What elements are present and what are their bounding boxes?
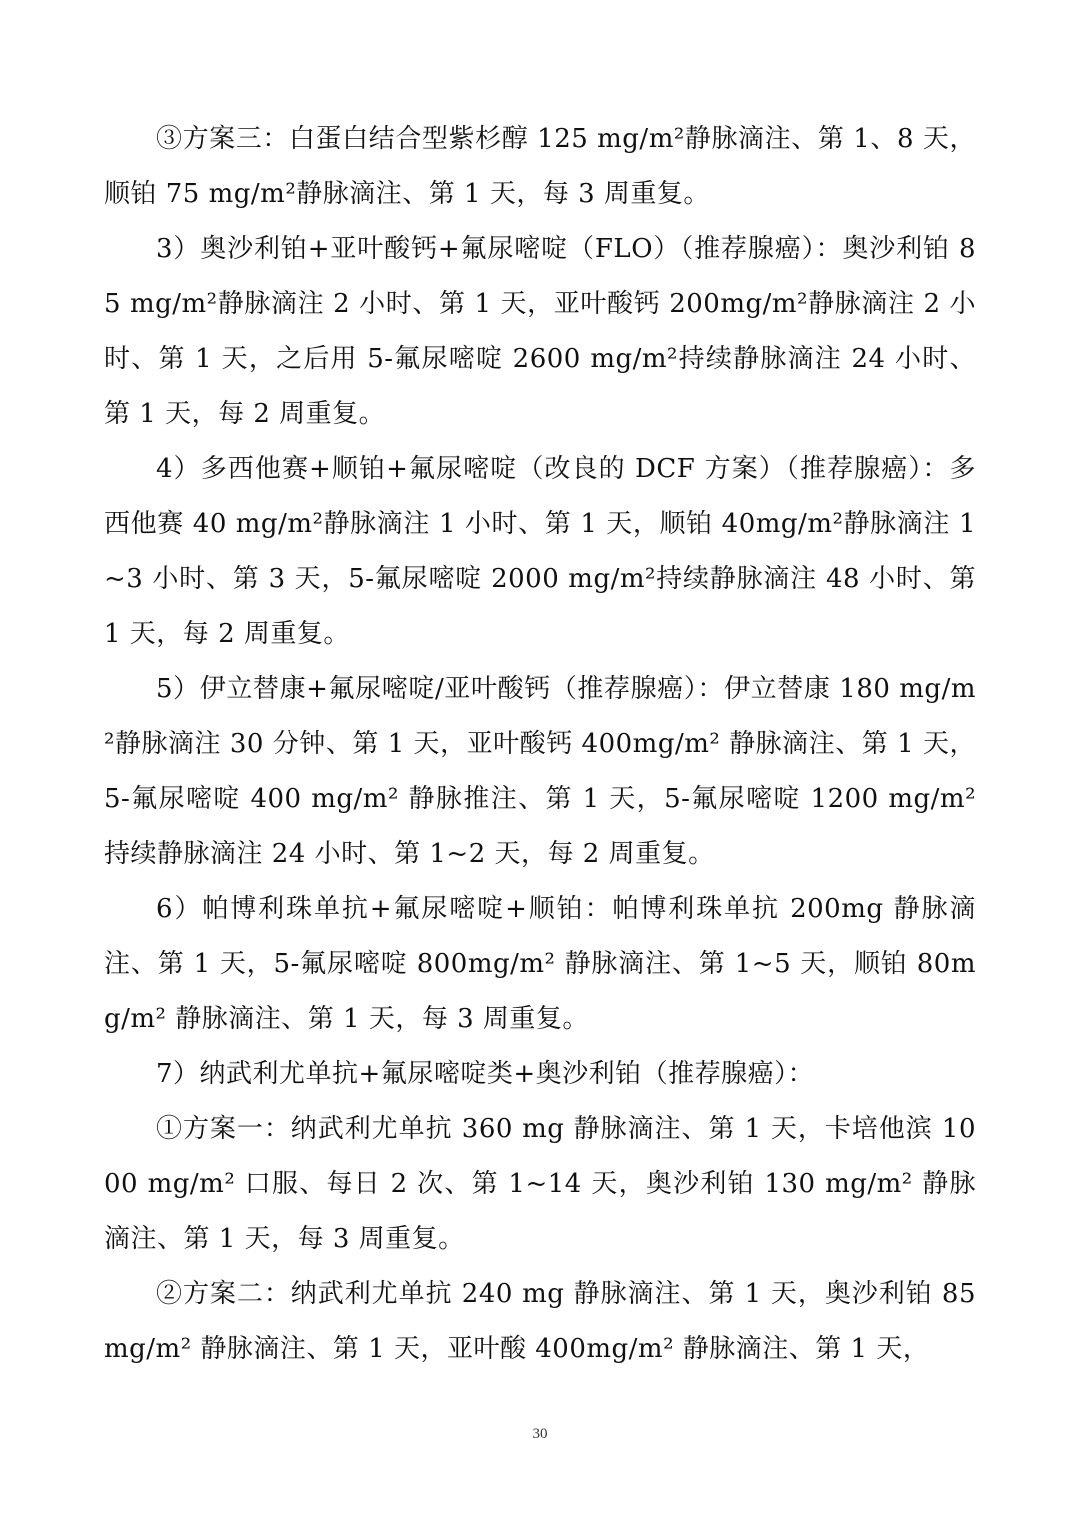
paragraph-nivolumab-scheme-2: ②方案二：纳武利尤单抗 240 mg 静脉滴注、第 1 天，奥沙利铂 85 mg/m² 静脉滴注、第 1 天，亚叶酸 400mg/m² 静脉滴注、第 1 天， <box>104 1279 976 1364</box>
paragraph-nivolumab-scheme-1: ①方案一：纳武利尤单抗 360 mg 静脉滴注、第 1 天，卡培他滨 1000 mg/m² 口服、每日 2 次、第 1~14 天，奥沙利铂 130 mg/m² 静脉滴注、第 1 天，每 3 周重复。 <box>104 1114 976 1254</box>
page-body <box>104 112 976 1377</box>
paragraph-flo-regimen: 3）奥沙利铂+亚叶酸钙+氟尿嘧啶（FLO）（推荐腺癌）：奥沙利铂 85 mg/m²静脉滴注 2 小时、第 1 天，亚叶酸钙 200mg/m²静脉滴注 2 小时、第 1 天，之后用 5-氟尿嘧啶 2600 mg/m²持续静脉滴注 24 小时、第 1 天，每 2 周重复。 <box>104 234 976 429</box>
paragraph-modified-dcf-regimen: 4）多西他赛+顺铂+氟尿嘧啶（改良的 DCF 方案）（推荐腺癌）：多西他赛 40 mg/m²静脉滴注 1 小时、第 1 天，顺铂 40mg/m²静脉滴注 1~3 小时、第 3 天，5-氟尿嘧啶 2000 mg/m²持续静脉滴注 48 小时、第 1 天，每 2 周重复。 <box>104 454 976 649</box>
paragraph-nivolumab-heading: 7）纳武利尤单抗+氟尿嘧啶类+奥沙利铂（推荐腺癌）： <box>156 1059 815 1089</box>
paragraph-pembrolizumab-regimen: 6）帕博利珠单抗+氟尿嘧啶+顺铂：帕博利珠单抗 200mg 静脉滴注、第 1 天，5-氟尿嘧啶 800mg/m² 静脉滴注、第 1~5 天，顺铂 80mg/m² 静脉滴注、第 1 天，每 3 周重复。 <box>104 894 976 1034</box>
paragraph-irinotecan-regimen: 5）伊立替康+氟尿嘧啶/亚叶酸钙（推荐腺癌）：伊立替康 180 mg/m²静脉滴注 30 分钟、第 1 天，亚叶酸钙 400mg/m² 静脉滴注、第 1 天，5-氟尿嘧啶 400 mg/m² 静脉推注、第 1 天，5-氟尿嘧啶 1200 mg/m² 持续静脉滴注 24 小时、第 1~2 天，每 2 周重复。 <box>104 674 976 869</box>
page-number: 30 <box>532 1426 548 1442</box>
paragraph-regimen-3-scheme-3: ③方案三：白蛋白结合型紫杉醇 125 mg/m²静脉滴注、第 1、8 天，顺铂 75 mg/m²静脉滴注、第 1 天，每 3 周重复。 <box>104 124 976 209</box>
